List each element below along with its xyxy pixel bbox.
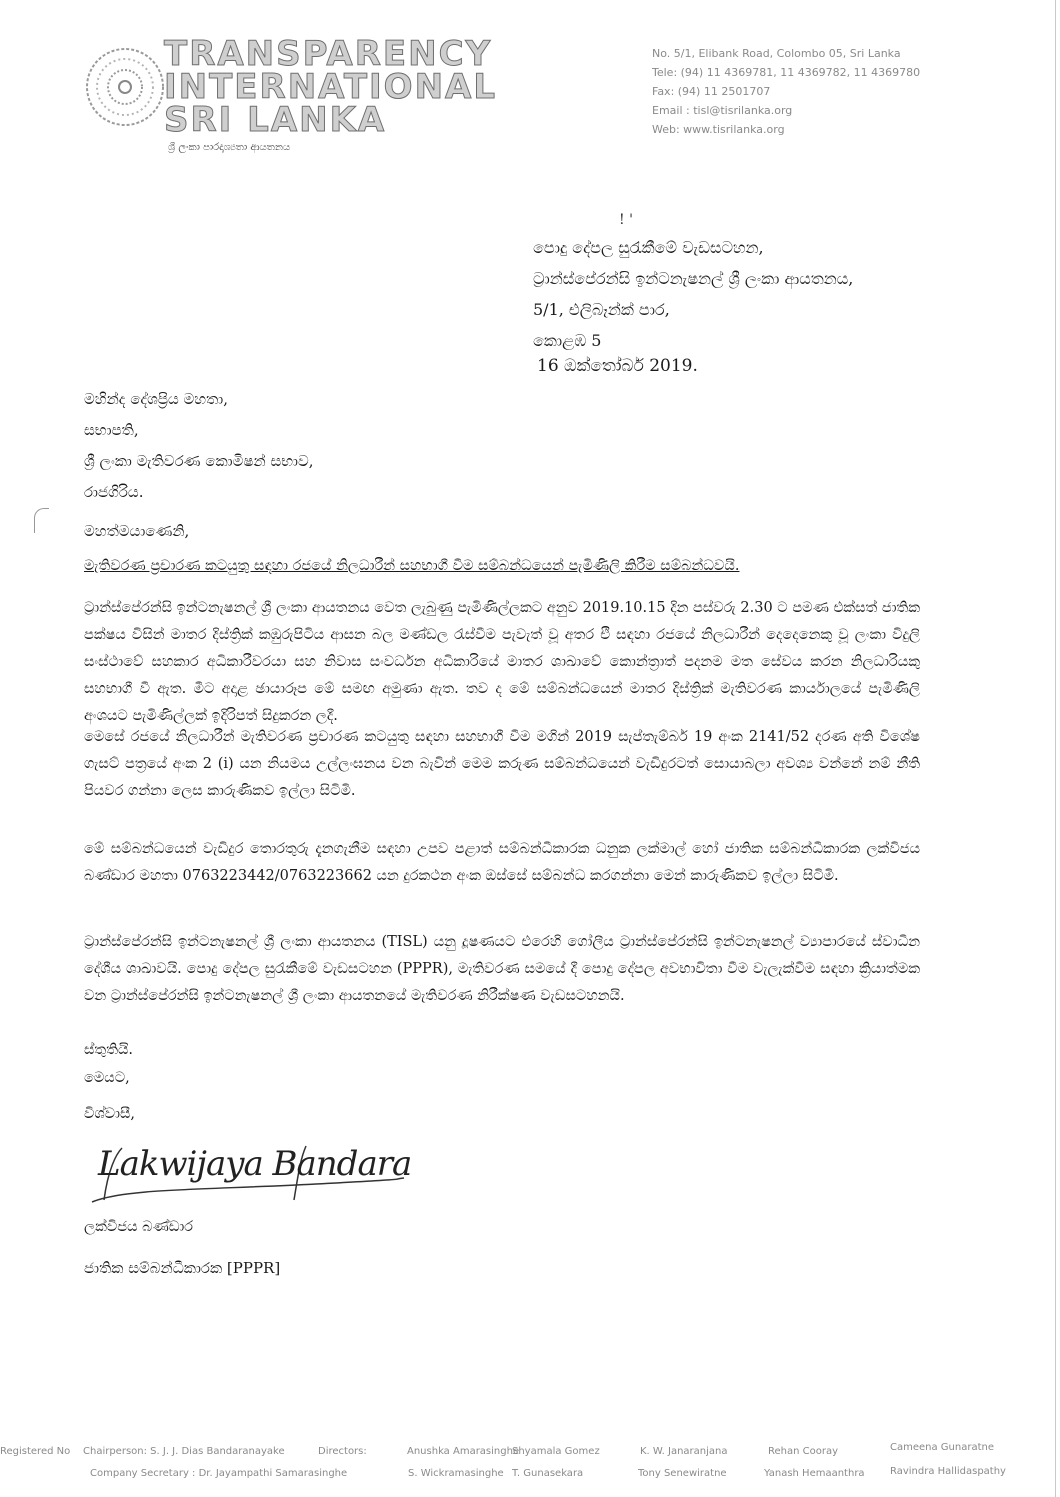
globe-logo-icon <box>84 46 166 128</box>
address-line: කොළඹ 5 <box>533 331 602 350</box>
footer-director: Yanash Hemaanthra <box>764 1468 865 1479</box>
organization-logo <box>84 34 498 153</box>
footer-director: Rehan Cooray <box>768 1446 839 1457</box>
address-line: පොදු දේපල සුරැකීමේ වැඩසටහන, <box>533 238 764 257</box>
recipient-address <box>84 384 314 508</box>
footer-director: S. Wickramasinghe <box>408 1468 504 1479</box>
contact-phone: Tele: (94) 11 4369781, 11 4369782, 11 4369780 <box>652 66 921 79</box>
sender-address <box>533 232 853 356</box>
address-line: ට්‍රාන්ස්පේරන්සි ඉන්ටනැෂනල් ශ්‍රී ලංකා ආයතනය, <box>533 269 854 288</box>
contact-address: No. 5/1, Elibank Road, Colombo 05, Sri Lanka <box>652 47 901 60</box>
letterhead-footer <box>0 1440 1060 1497</box>
recipient-line: සභාපති, <box>84 421 139 439</box>
closing <box>84 1036 133 1092</box>
scan-mark <box>34 508 49 533</box>
contact-web: Web: www.tisrilanka.org <box>652 123 785 136</box>
footer-director: Shyamala Gomez <box>512 1446 600 1457</box>
body-paragraph: ට්‍රාන්ස්පේරන්සි ඉන්ටනැෂනල් ශ්‍රී ලංකා ආයතනය වෙත ලැබුණු පැමිණිල්ලකට අනුව 2019.10.15 දින පස්වරු 2.30 ට පමණ එක්සත් ජාතික පක්ෂය විසින් මාතර දිස්ත්‍රික් කඹුරුපිටිය ආසන බල මණ්ඩල රැස්වීම පැවැත් වූ අතර එි සඳහා රජයේ නිලධාරීන් දෙදෙනෙකු වූ ලංකා විදුලි සංස්ථාවේ සහකාර අධිකාරීවරයා සහ නිවාස සංවර්ධන අධිකාරියේ මාතර ශාඛාවේ කොන්ත්‍රාත් පදනම මත සේවය කරන නිලධාරියකු සහභාගී වී ඇත. මීට අදාළ ඡායාරූප මේ සමඟ අමුණා ඇත. තව ද මේ සම්බන්ධයෙන් මාතර දිස්ත්‍රික් මැතිවරණ කාර්යාලයේ පැමිණිලි අංශයට පැමිණිල්ලක් ඉදිරිපත් සිදුකරන ලදී. <box>84 600 921 724</box>
body-paragraph: මේ සම්බන්ධයෙන් වැඩිදුර තොරතුරු දැනගැනීම සඳහා උපව පළාත් සම්බන්ධීකාරක ධනුක ලක්මාල් හෝ ජාතික සම්බන්ධීකාරක ලක්විජය බණ්ඩාර මහතා 0763223442/0763223662 යන දුරකථන අංක ඔස්සේ සම්බන්ධ කරගන්නා මෙන් කාරුණිකව ඉල්ලා සිටිමි. <box>84 841 920 884</box>
footer-registered: Registered No <box>0 1446 71 1457</box>
handwritten-marks: ! ' <box>619 212 633 228</box>
contact-fax: Fax: (94) 11 2501707 <box>652 85 771 98</box>
footer-director: Cameena Gunaratne <box>890 1442 995 1453</box>
recipient-line: රාජගිරිය. <box>84 483 144 501</box>
subject-line: මැතිවරණ ප්‍රචාරණ කටයුතු සඳහා රජයේ නිලධාරීන් සහභාගී වීම සම්බන්ධයෙන් පැමිණිලි කිරීම සම්බන්ධවයි. <box>84 558 740 574</box>
body-paragraph: මෙසේ රජයේ නිලධාරීන් මැතිවරණ ප්‍රචාරණ කටයුතු සඳහා සහභාගී වීම මගින් 2019 සැප්තැම්බර් 19 අංක 2141/52 දරණ අති විශේෂ ගැසට් පත්‍රයේ අංක 2 (i) යන නියමය උල්ලංඝනය වන බැවින් මෙම කරුණ සම්බන්ධයෙන් වැඩිදුරටත් සොයාබලා අවශ්‍ය වන්නේ නම් නීති පියවර ගන්නා ලෙස කාරුණිකව ඉල්ලා සිටිමි. <box>84 729 920 799</box>
recipient-line: මහින්ද දේශප්‍රිය මහතා, <box>84 390 228 408</box>
org-name-line: TRANSPARENCY <box>164 34 493 74</box>
footer-directors-label: Directors: <box>318 1446 367 1457</box>
signature-text: Lakwijaya Bandara <box>98 1144 412 1184</box>
signer-name: ලක්විජය බණ්ඩාර <box>84 1219 194 1235</box>
organization-tagline: ශ්‍රී ලංකා පාරදෘශ්‍යතා ආයතනය <box>168 142 291 153</box>
scan-edge <box>1055 0 1056 1497</box>
recipient-line: ශ්‍රී ලංකා මැතිවරණ කොමිෂන් සභාව, <box>84 452 314 470</box>
body-paragraph: ට්‍රාන්ස්පේරන්සි ඉන්ටනැෂනල් ශ්‍රී ලංකා ආයතනය (TISL) යනු දූෂණයට එරෙහි ගෝලීය ට්‍රාන්ස්පේරන්සි ඉන්ටනැෂනල් ව්‍යාපාරයේ ස්වාධීන දේශීය ශාඛාවයි. පොදු දේපල සුරැකීමේ වැඩසටහන (PPPR), මැතිවරණ සමයේ දී පොදු දේපල අවභාවිතා වීම වැලැක්වීම සඳහා ක්‍රියාත්මක වන ට්‍රාන්ස්පේරන්සි ඉන්ටනැෂනල් ශ්‍රී ලංකා ආයතනයේ මැතිවරණ නිරීක්ෂණ වැඩසටහනයි. <box>84 934 920 1004</box>
footer-director: K. W. Janaranjana <box>640 1446 728 1457</box>
contact-email: Email : tisl@tisrilanka.org <box>652 104 793 117</box>
handwritten-signature <box>86 1140 416 1220</box>
letter-date: 16 ඔක්තෝබර් 2019. <box>537 356 698 376</box>
closing-line: ස්තුතියි. <box>84 1042 134 1058</box>
contact-block <box>652 44 987 139</box>
signer-title: ජාතික සම්බන්ධීකාරක [PPPR] <box>84 1259 281 1277</box>
closing-line: මෙයට, <box>84 1070 130 1086</box>
footer-director: Ravindra Hallidaspathy <box>890 1466 1006 1477</box>
footer-director: Anushka Amarasinghe <box>407 1446 520 1457</box>
footer-director: T. Gunasekara <box>512 1468 584 1479</box>
footer-secretary: Company Secretary : Dr. Jayampathi Samarasinghe <box>90 1468 348 1479</box>
org-name-line: SRI LANKA <box>164 100 387 140</box>
salutation: මහත්මයාණෙනි, <box>84 522 190 540</box>
org-name-line: INTERNATIONAL <box>164 67 498 107</box>
address-line: 5/1, එලිබෑන්ක් පාර, <box>533 300 670 319</box>
footer-chairperson: Chairperson: S. J. J. Dias Bandaranayake <box>83 1446 285 1457</box>
organization-name <box>164 34 498 140</box>
footer-director: Tony Senewiratne <box>638 1468 727 1479</box>
sign-off: විශ්වාසී, <box>84 1106 136 1122</box>
